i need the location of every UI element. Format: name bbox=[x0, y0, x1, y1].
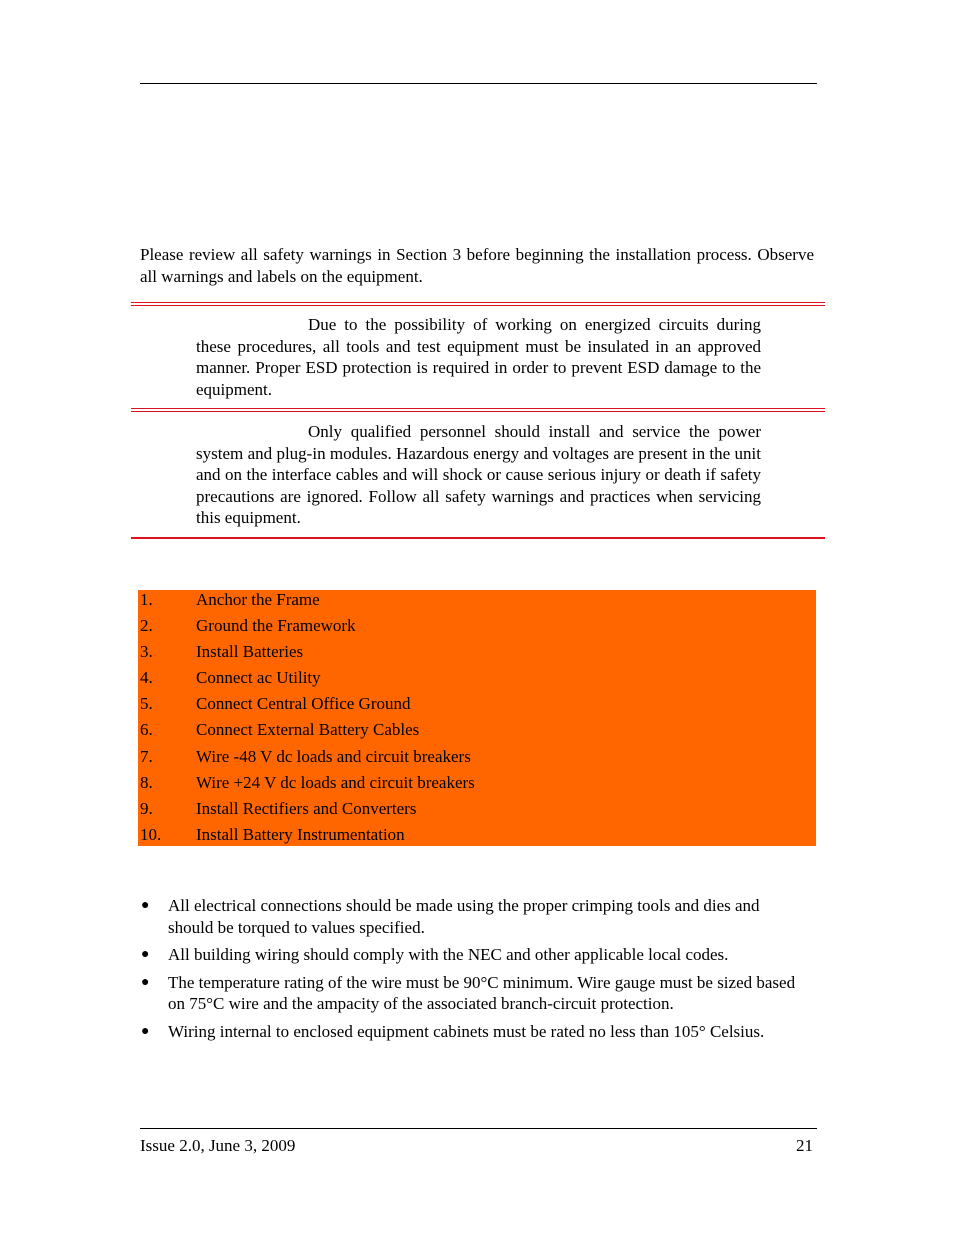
bullet-icon: ● bbox=[141, 898, 150, 913]
step-item bbox=[138, 720, 816, 746]
notice-rule-middle bbox=[131, 408, 825, 412]
bullet-icon: ● bbox=[141, 974, 150, 990]
step-number: 8. bbox=[140, 773, 153, 792]
notice-body-text: during these procedures, all tools and test equipment must be insulated in an approved manner. Proper ESD protection is required in order to prevent ESD damage to the equipment. bbox=[196, 315, 762, 399]
bullet-text: All electrical connections should be made using the proper crimping tools and dies and should be torqued to values specified. bbox=[168, 896, 760, 937]
notice-rule-bottom bbox=[131, 537, 825, 539]
step-text: Wire -48 V dc loads and circuit breakers bbox=[196, 747, 471, 766]
step-text: Connect ac Utility bbox=[196, 668, 321, 687]
step-text: Install Batteries bbox=[196, 642, 304, 661]
bullet-text: All building wiring should comply with the NEC and other applicable local codes. bbox=[168, 945, 729, 964]
step-text: Connect Central Office Ground bbox=[196, 694, 411, 713]
installation-steps-list bbox=[138, 590, 816, 846]
step-item bbox=[138, 799, 816, 825]
notice-energized-circuits bbox=[196, 314, 761, 400]
step-text: Wire +24 V dc loads and circuit breakers bbox=[196, 773, 475, 792]
notice-lead-text: Due to the possibility of working on energized circuits bbox=[308, 315, 709, 334]
notice-body-text: power system and plug-in modules. Hazardous energy and voltages are present in the unit and on the interface cables and will shock or cause serious injury or death if safety precautions are ignored. Follow all safety warnings and practices when servicing this equipment. bbox=[196, 422, 762, 527]
notice-lead-text: Only qualified personnel should install and service the bbox=[308, 422, 710, 441]
wiring-guidelines-list bbox=[140, 895, 800, 1048]
step-item bbox=[138, 590, 816, 616]
step-text: Install Rectifiers and Converters bbox=[196, 799, 417, 818]
step-number: 5. bbox=[140, 694, 153, 713]
step-item bbox=[138, 747, 816, 773]
bullet-text: The temperature rating of the wire must be 90°C minimum. Wire gauge must be sized based on 75°C wire and the ampacity of the associated branch-circuit protection. bbox=[168, 972, 796, 1013]
step-text: Ground the Framework bbox=[196, 616, 356, 635]
bullet-text: Wiring internal to enclosed equipment cabinets must be rated no less than 105° Celsius. bbox=[168, 1021, 765, 1041]
step-number: 6. bbox=[140, 720, 153, 739]
list-item bbox=[140, 1021, 800, 1043]
step-number: 9. bbox=[140, 799, 153, 818]
step-item bbox=[138, 773, 816, 799]
step-item bbox=[138, 825, 816, 851]
footer-issue: Issue 2.0, June 3, 2009 bbox=[140, 1136, 296, 1155]
step-item bbox=[138, 616, 816, 642]
footer-rule bbox=[140, 1128, 817, 1129]
step-text: Install Battery Instrumentation bbox=[196, 825, 405, 844]
step-number: 7. bbox=[140, 747, 153, 766]
step-number: 1. bbox=[140, 590, 153, 609]
list-item bbox=[140, 944, 800, 966]
bullet-icon: ● bbox=[141, 947, 150, 962]
step-number: 3. bbox=[140, 642, 153, 661]
footer-page-number: 21 bbox=[796, 1136, 813, 1155]
notice-rule-top bbox=[131, 302, 825, 306]
step-number: 2. bbox=[140, 616, 153, 635]
header-rule bbox=[140, 83, 817, 84]
intro-paragraph: Please review all safety warnings in Section 3 before beginning the installation process. Observe all warnings and labels on the equipment. bbox=[140, 245, 814, 286]
step-number: 4. bbox=[140, 668, 153, 687]
list-item bbox=[140, 972, 800, 1015]
step-item bbox=[138, 642, 816, 668]
list-item bbox=[140, 895, 800, 938]
notice-qualified-personnel bbox=[196, 421, 761, 529]
step-text: Anchor the Frame bbox=[196, 590, 320, 609]
bullet-icon: ● bbox=[141, 1023, 150, 1039]
step-text: Connect External Battery Cables bbox=[196, 720, 420, 739]
step-number: 10. bbox=[140, 825, 162, 844]
step-item bbox=[138, 694, 816, 720]
step-item bbox=[138, 668, 816, 694]
